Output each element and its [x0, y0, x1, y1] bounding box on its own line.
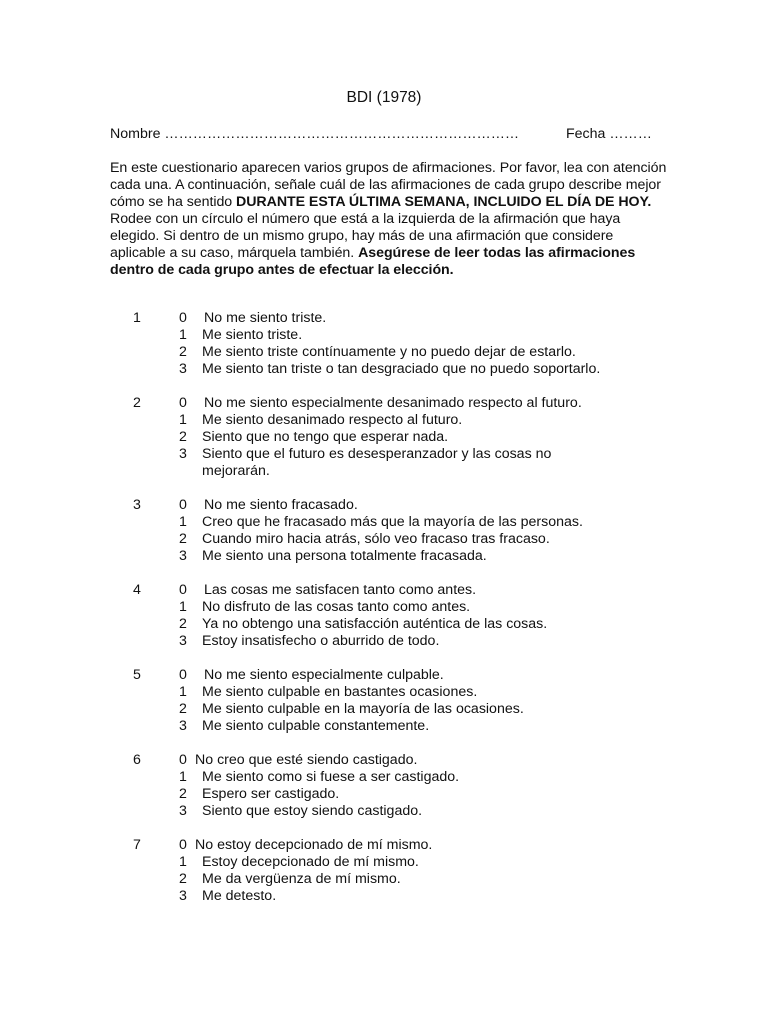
question-group-3 [0, 497, 768, 565]
answer-option[interactable] [0, 888, 768, 905]
option-text: No disfruto de las cosas tanto como antes. [202, 599, 471, 615]
nombre-field: Nombre ………………………………………………………………… [110, 126, 520, 142]
question-group-2 [0, 395, 768, 480]
option-number: 1 [179, 514, 187, 530]
option-text: Espero ser castigado. [202, 786, 340, 802]
question-group-7 [0, 837, 768, 905]
option-text: No me siento triste. [204, 310, 327, 326]
instructions-text-2: Rodee con un círculo el número que está a la izquierda de la afirmación que haya elegido. Si dentro de un mismo grupo, hay más de una afirmación que considere aplicable a su caso, márquela también. [110, 211, 621, 261]
option-number: 3 [179, 803, 187, 819]
option-number: 3 [179, 446, 187, 462]
option-text: Me siento como si fuese a ser castigado. [202, 769, 460, 785]
answer-option[interactable] [0, 769, 768, 786]
option-text: No creo que esté siendo castigado. [195, 752, 418, 768]
option-number: 1 [179, 854, 187, 870]
option-number: 0 [179, 310, 187, 326]
option-number: 3 [179, 888, 187, 904]
option-number: 0 [179, 395, 187, 411]
option-text: Estoy insatisfecho o aburrido de todo. [202, 633, 440, 649]
question-group-5 [0, 667, 768, 735]
option-number: 0 [179, 752, 187, 768]
option-text: Me siento triste. [202, 327, 303, 343]
option-text: No me siento fracasado. [204, 497, 358, 513]
option-number: 1 [179, 684, 187, 700]
option-text: Me detesto. [202, 888, 277, 904]
option-number: 0 [179, 837, 187, 853]
option-number: 3 [179, 718, 187, 734]
question-list [0, 310, 768, 922]
group-number: 1 [133, 310, 141, 326]
answer-option[interactable] [0, 344, 768, 361]
name-date-line [110, 126, 670, 144]
option-text: Estoy decepcionado de mí mismo. [202, 854, 419, 870]
answer-option[interactable] [0, 446, 768, 480]
option-text: Cuando miro hacia atrás, sólo veo fracaso tras fracaso. [202, 531, 550, 547]
group-number: 6 [133, 752, 141, 768]
question-group-1 [0, 310, 768, 378]
answer-option[interactable] [0, 684, 768, 701]
option-number: 3 [179, 548, 187, 564]
option-text: Siento que no tengo que esperar nada. [202, 429, 449, 445]
option-text: Me siento culpable en bastantes ocasiones. [202, 684, 478, 700]
answer-option[interactable] [0, 803, 768, 820]
instructions-paragraph [110, 160, 670, 279]
answer-option[interactable] [0, 327, 768, 344]
option-number: 1 [179, 327, 187, 343]
option-text: Me siento culpable en la mayoría de las ocasiones. [202, 701, 524, 717]
option-number: 2 [179, 616, 187, 632]
question-group-6 [0, 752, 768, 820]
option-number: 1 [179, 769, 187, 785]
option-text: Me siento una persona totalmente fracasada. [202, 548, 487, 564]
answer-option[interactable] [0, 752, 768, 769]
answer-option[interactable] [0, 395, 768, 412]
option-text: Me siento tan triste o tan desgraciado que no puedo soportarlo. [202, 361, 601, 377]
option-text: Ya no obtengo una satisfacción auténtica de las cosas. [202, 616, 548, 632]
answer-option[interactable] [0, 667, 768, 684]
answer-option[interactable] [0, 497, 768, 514]
option-number: 0 [179, 667, 187, 683]
option-text: Me da vergüenza de mí mismo. [202, 871, 401, 887]
option-text: No estoy decepcionado de mí mismo. [195, 837, 433, 853]
answer-option[interactable] [0, 854, 768, 871]
answer-option[interactable] [0, 514, 768, 531]
option-number: 3 [179, 361, 187, 377]
group-number: 5 [133, 667, 141, 683]
answer-option[interactable] [0, 871, 768, 888]
option-text: Creo que he fracasado más que la mayoría de las personas. [202, 514, 583, 530]
group-number: 4 [133, 582, 141, 598]
answer-option[interactable] [0, 616, 768, 633]
option-text: Las cosas me satisfacen tanto como antes. [204, 582, 477, 598]
answer-option[interactable] [0, 633, 768, 650]
instructions-bold-1: DURANTE ESTA ÚLTIMA SEMANA, INCLUIDO EL DÍA DE HOY. [236, 194, 652, 210]
option-number: 3 [179, 633, 187, 649]
answer-option[interactable] [0, 412, 768, 429]
answer-option[interactable] [0, 599, 768, 616]
group-number: 2 [133, 395, 141, 411]
option-number: 0 [179, 497, 187, 513]
option-text: Me siento culpable constantemente. [202, 718, 430, 734]
option-number: 1 [179, 412, 187, 428]
answer-option[interactable] [0, 786, 768, 803]
option-number: 2 [179, 701, 187, 717]
option-number: 2 [179, 786, 187, 802]
answer-option[interactable] [0, 701, 768, 718]
option-number: 2 [179, 531, 187, 547]
answer-option[interactable] [0, 548, 768, 565]
answer-option[interactable] [0, 429, 768, 446]
group-number: 7 [133, 837, 141, 853]
answer-option[interactable] [0, 310, 768, 327]
option-number: 0 [179, 582, 187, 598]
answer-option[interactable] [0, 582, 768, 599]
group-number: 3 [133, 497, 141, 513]
option-text: No me siento especialmente culpable. [204, 667, 444, 683]
instructions-bold-2: Asegúrese de leer todas las afirmaciones dentro de cada grupo antes de efectuar la elección. [110, 245, 636, 278]
option-text: Me siento triste contínuamente y no puedo dejar de estarlo. [202, 344, 576, 360]
option-number: 2 [179, 429, 187, 445]
option-text: Siento que estoy siendo castigado. [202, 803, 423, 819]
instructions-text-1: En este cuestionario aparecen varios grupos de afirmaciones. Por favor, lea con atención cada una. A continuación, señale cuál de las afirmaciones de cada grupo describe mejor cómo se ha sentido [110, 160, 667, 210]
option-number: 2 [179, 344, 187, 360]
option-number: 1 [179, 599, 187, 615]
option-text: Siento que el futuro es desesperanzador y las cosas no mejorarán. [202, 446, 552, 479]
document-title: BDI (1978) [346, 89, 422, 106]
answer-option[interactable] [0, 718, 768, 735]
option-text: No me siento especialmente desanimado respecto al futuro. [204, 395, 582, 411]
option-text: Me siento desanimado respecto al futuro. [202, 412, 463, 428]
answer-option[interactable] [0, 531, 768, 548]
answer-option[interactable] [0, 361, 768, 378]
fecha-field: Fecha ……… [566, 126, 652, 142]
option-number: 2 [179, 871, 187, 887]
answer-option[interactable] [0, 837, 768, 854]
question-group-4 [0, 582, 768, 650]
